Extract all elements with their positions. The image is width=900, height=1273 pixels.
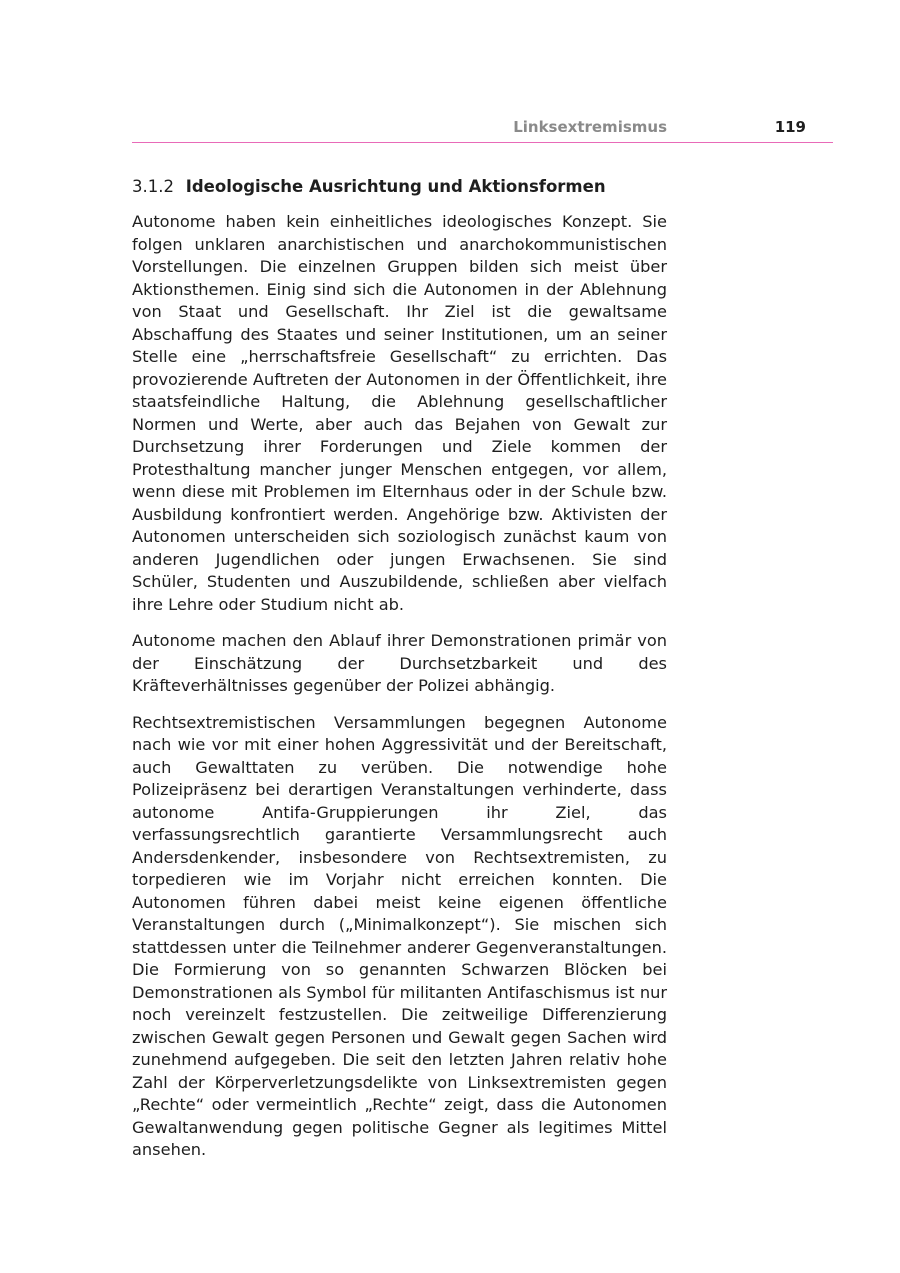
section-heading — [132, 176, 667, 198]
section-title: Ideologische Ausrichtung und Aktionsformen — [185, 177, 606, 196]
section-number: 3.1.2 — [132, 177, 174, 196]
page-number: 119 — [774, 118, 806, 136]
page-header — [132, 118, 833, 143]
main-content — [132, 176, 667, 1176]
paragraph-rechtsextremistische-versammlungen: Rechtsextremistischen Versammlungen begegnen Autonome nach wie vor mit einer hohen Aggressivität und der Bereitschaft, auch Gewalttaten zu verüben. Die notwendige hohe Polizeipräsenz bei derartigen Veranstaltungen verhinderte, dass autonome Antifa-Gruppierungen ihr Ziel, das verfassungsrechtlich garantierte Versammlungsrecht auch Andersdenkender, insbesondere von Rechtsextremisten, zu torpedieren wie im Vorjahr nicht erreichen konnten. Die Autonomen führen dabei meist keine eigenen öffentliche Veranstaltungen durch („Minimalkonzept“). Sie mischen sich stattdessen unter die Teilnehmer anderer Gegenveranstaltungen. Die Formierung von so genannten Schwarzen Blöcken bei Demonstrationen als Symbol für militanten Antifaschismus ist nur noch vereinzelt festzustellen. Die zeitweilige Differenzierung zwischen Gewalt gegen Personen und Gewalt gegen Sachen wird zunehmend aufgegeben. Die seit den letzten Jahren relativ hohe Zahl der Körperverletzungsdelikte von Linksextremisten gegen „Rechte“ oder vermeintlich „Rechte“ zeigt, dass die Autonomen Gewaltanwendung gegen politische Gegner als legitimes Mittel ansehen. — [132, 712, 667, 1159]
running-title: Linksextremismus — [513, 118, 667, 136]
paragraph-demonstrationen: Autonome machen den Ablauf ihrer Demonstrationen primär von der Einschätzung der Durchsetzbarkeit und des Kräfteverhältnisses gegenüber der Polizei abhängig. — [132, 631, 667, 695]
paragraph-autonome-ideologie: Autonome haben kein einheitliches ideologisches Konzept. Sie folgen unklaren anarchistischen und anarchokommunistischen Vorstellungen. Die einzelnen Gruppen bilden sich meist über Aktionsthemen. Einig sind sich die Autonomen in der Ablehnung von Staat und Gesellschaft. Ihr Ziel ist die gewaltsame Abschaffung des Staates und seiner Institutionen, um an seiner Stelle eine „herrschaftsfreie Gesellschaft“ zu errichten. Das provozierende Auftreten der Autonomen in der Öffentlichkeit, ihre staatsfeindliche Haltung, die Ablehnung gesellschaftlicher Normen und Werte, aber auch das Bejahen von Gewalt zur Durchsetzung ihrer Forderungen und Ziele kommen der Protesthaltung mancher junger Menschen entgegen, vor allem, wenn diese mit Problemen im Elternhaus oder in der Schule bzw. Ausbildung konfrontiert werden. Angehörige bzw. Aktivisten der Autonomen unterscheiden sich soziologisch zunächst kaum von anderen Jugendlichen oder jungen Erwachsenen. Sie sind Schüler, Studenten und Auszubildende, schließen aber vielfach ihre Lehre oder Studium nicht ab. — [132, 212, 667, 614]
